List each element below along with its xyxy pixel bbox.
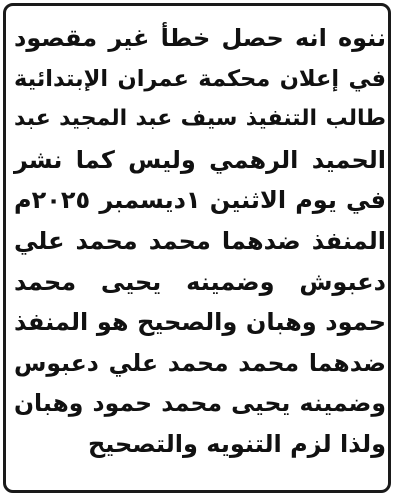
notice-line-3: طالب التنفيذ سيف عبد المجيد عبد (14, 106, 386, 132)
notice-line-11: ولذا لزم التنويه والتصحيح (87, 429, 386, 458)
notice-line-1: ننوه انه حصل خطأ غير مقصود (14, 24, 386, 52)
notice-line-7: دعبوش وضمينه يحيى محمد (14, 267, 386, 296)
notice-body (14, 18, 386, 465)
notice-line-5: في يوم الاثنين ١ديسمبر ٢٠٢٥م (14, 186, 387, 215)
notice-line-4: الحميد الرهمي وليس كما نشر (14, 145, 386, 174)
notice-line-6: المنفذ ضدهما محمد محمد علي (14, 226, 386, 255)
notice-line-8: حمود وهبان والصحيح هو المنفذ (14, 308, 386, 337)
notice-line-9: ضدهما محمد محمد علي دعبوس (14, 348, 386, 377)
notice-line-10: وضمينه يحيى محمد حمود وهبان (14, 389, 386, 418)
notice-line-2: في إعلان محكمة عمران الإبتدائية (14, 65, 386, 92)
